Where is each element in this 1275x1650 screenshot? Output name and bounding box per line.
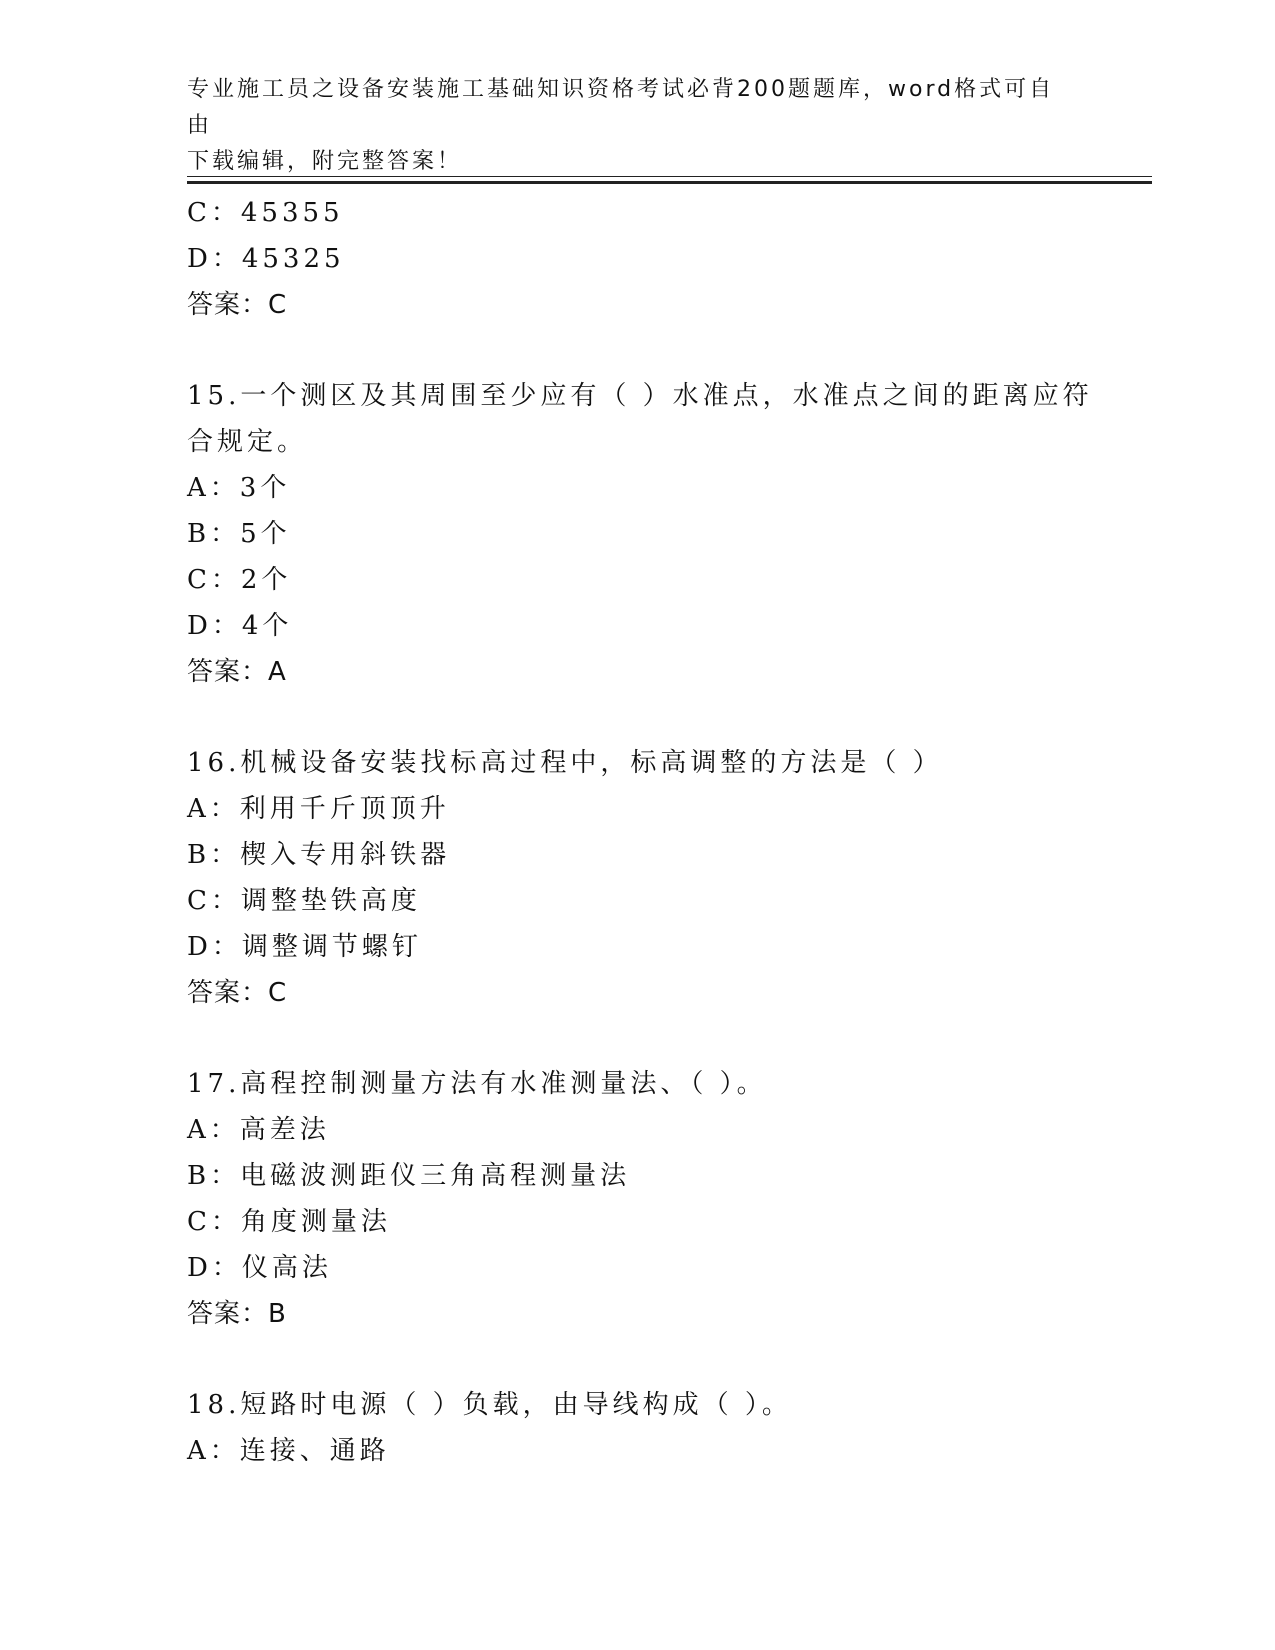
option-line: A：高差法 bbox=[187, 1115, 330, 1145]
option-line: C：2个 bbox=[187, 565, 292, 595]
option-line: D：仪高法 bbox=[187, 1253, 332, 1283]
question-gap bbox=[187, 695, 1087, 740]
option-line: B：5个 bbox=[187, 519, 291, 549]
question-block-14 bbox=[187, 190, 1087, 328]
option-line: A：3个 bbox=[187, 473, 291, 503]
option-line: D：调整调节螺钉 bbox=[187, 932, 422, 962]
option-line: C：调整垫铁高度 bbox=[187, 886, 421, 916]
option-line: C：角度测量法 bbox=[187, 1207, 391, 1237]
question-gap bbox=[187, 1016, 1087, 1061]
option-line: C：45355 bbox=[187, 198, 344, 228]
question-stem: 18.短路时电源（ ）负载，由导线构成（ ）。 bbox=[187, 1390, 792, 1420]
option-line: B：电磁波测距仪三角高程测量法 bbox=[187, 1161, 631, 1191]
answer-line: 答案：C bbox=[187, 978, 288, 1008]
question-content bbox=[187, 190, 1093, 1474]
question-gap bbox=[187, 1337, 1087, 1382]
question-block-15 bbox=[187, 373, 1093, 695]
question-gap bbox=[187, 328, 1087, 373]
header-line-2: 下载编辑，附完整答案！ bbox=[187, 149, 463, 174]
header-divider-thin bbox=[187, 176, 1152, 177]
question-block-17 bbox=[187, 1061, 1087, 1337]
option-line: D：45325 bbox=[187, 244, 345, 274]
question-block-18 bbox=[187, 1382, 1087, 1474]
question-block-16 bbox=[187, 740, 1087, 1016]
header-line-1: 专业施工员之设备安装施工基础知识资格考试必背200题题库，word格式可自由 bbox=[187, 77, 1055, 138]
option-line: B：楔入专用斜铁器 bbox=[187, 840, 451, 870]
option-line: A：连接、通路 bbox=[187, 1436, 390, 1466]
question-stem: 16.机械设备安装找标高过程中，标高调整的方法是（ ） bbox=[187, 748, 943, 778]
document-header bbox=[187, 72, 1067, 180]
answer-line: 答案：B bbox=[187, 1299, 287, 1329]
question-stem: 合规定。 bbox=[187, 427, 308, 457]
header-divider-thick bbox=[187, 181, 1152, 184]
question-stem: 17.高程控制测量方法有水准测量法、（ ）。 bbox=[187, 1069, 767, 1099]
option-line: D：4个 bbox=[187, 611, 293, 641]
answer-line: 答案：C bbox=[187, 290, 288, 320]
answer-line: 答案：A bbox=[187, 657, 287, 687]
question-stem: 15.一个测区及其周围至少应有（ ）水准点，水准点之间的距离应符 bbox=[187, 381, 1093, 411]
option-line: A：利用千斤顶顶升 bbox=[187, 794, 450, 824]
